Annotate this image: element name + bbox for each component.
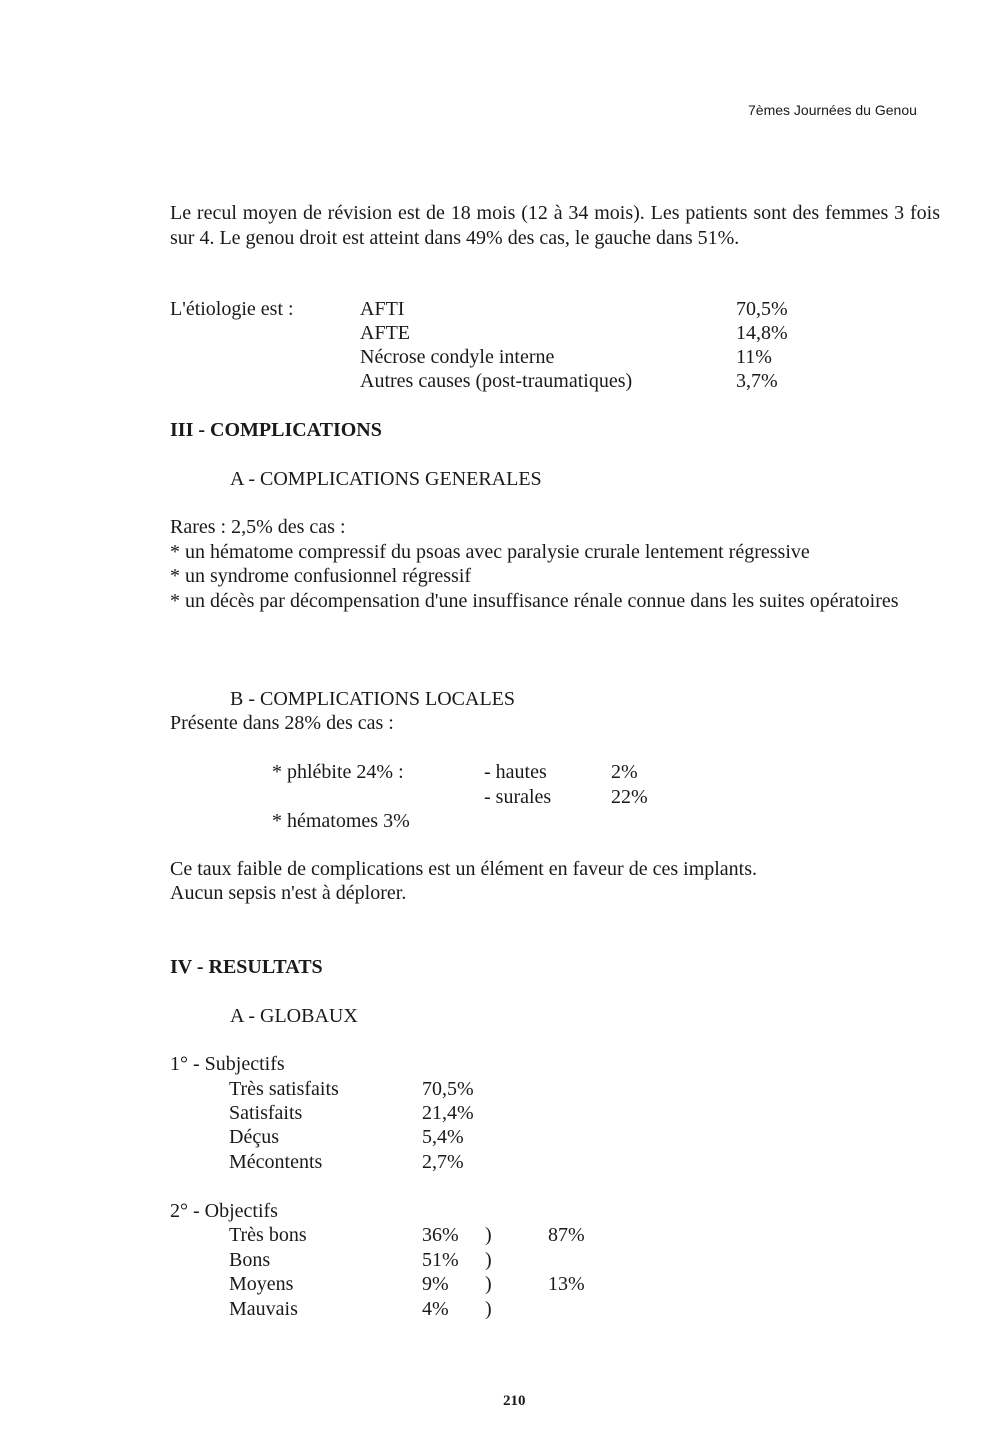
running-header: 7èmes Journées du Genou	[748, 102, 917, 118]
etiology-pct: 70,5%	[736, 298, 788, 320]
general-line: * un décès par décompensation d'une insuffisance rénale connue dans les suites opératoires	[170, 589, 899, 612]
objective-heading: 2° - Objectifs	[170, 1200, 278, 1222]
objective-label: Moyens	[229, 1273, 294, 1295]
objective-pct: 51%	[422, 1249, 459, 1271]
subjective-label: Mécontents	[229, 1151, 323, 1173]
objective-label: Mauvais	[229, 1298, 298, 1320]
objective-bracket: )	[485, 1224, 492, 1246]
objective-bracket: )	[485, 1249, 492, 1271]
subjective-pct: 2,7%	[422, 1151, 464, 1173]
phlebitis-pct: 22%	[611, 786, 648, 808]
intro-text: Le recul moyen de révision est de 18 mois (12 à 34 mois). Les patients sont des femmes 3 fois sur 4. Le genou droit est atteint dans 49% des cas, le gauche dans 51%.	[170, 202, 940, 249]
etiology-pct: 11%	[736, 346, 772, 368]
conclusion-line: Ce taux faible de complications est un élément en faveur de ces implants.	[170, 858, 758, 880]
hematomas-line: * hématomes 3%	[272, 810, 410, 832]
subjective-pct: 21,4%	[422, 1102, 474, 1124]
objective-bracket: )	[485, 1273, 492, 1295]
objective-bracket: )	[485, 1298, 492, 1320]
subjective-pct: 70,5%	[422, 1078, 474, 1100]
objective-group-total: 13%	[548, 1273, 585, 1295]
objective-group-total: 87%	[548, 1224, 585, 1246]
intro-paragraph	[170, 201, 940, 250]
objective-pct: 4%	[422, 1298, 449, 1320]
phlebitis-pct: 2%	[611, 761, 638, 783]
section-heading-complications: III - COMPLICATIONS	[170, 419, 382, 441]
etiology-cause: Nécrose condyle interne	[360, 346, 555, 368]
conclusion-line: Aucun sepsis n'est à déplorer.	[170, 882, 407, 904]
objective-pct: 36%	[422, 1224, 459, 1246]
etiology-cause: Autres causes (post-traumatiques)	[360, 370, 633, 392]
subjective-pct: 5,4%	[422, 1126, 464, 1148]
subjective-label: Déçus	[229, 1126, 279, 1148]
subjective-heading: 1° - Subjectifs	[170, 1053, 285, 1075]
phlebitis-type: - hautes	[484, 761, 547, 783]
general-line: * un hématome compressif du psoas avec paralysie crurale lentement régressive	[170, 540, 810, 563]
subsection-heading-global: A - GLOBAUX	[230, 1005, 358, 1027]
general-line: Rares : 2,5% des cas :	[170, 516, 346, 538]
etiology-cause: AFTE	[360, 322, 410, 344]
etiology-label: L'étiologie est :	[170, 298, 294, 320]
etiology-cause: AFTI	[360, 298, 405, 320]
section-heading-results: IV - RESULTATS	[170, 956, 323, 978]
subsection-heading-local: B - COMPLICATIONS LOCALES	[230, 688, 516, 710]
objective-label: Très bons	[229, 1224, 307, 1246]
local-intro: Présente dans 28% des cas :	[170, 712, 394, 734]
subjective-label: Très satisfaits	[229, 1078, 339, 1100]
etiology-pct: 14,8%	[736, 322, 788, 344]
phlebitis-type: - surales	[484, 786, 552, 808]
general-line: * un syndrome confusionnel régressif	[170, 565, 472, 587]
objective-label: Bons	[229, 1249, 271, 1271]
page-number: 210	[503, 1393, 526, 1409]
subsection-heading-general: A - COMPLICATIONS GENERALES	[230, 468, 542, 490]
subjective-label: Satisfaits	[229, 1102, 303, 1124]
etiology-pct: 3,7%	[736, 370, 778, 392]
objective-pct: 9%	[422, 1273, 449, 1295]
phlebitis-label: * phlébite 24% :	[272, 761, 404, 783]
general-complications-list	[170, 515, 940, 613]
